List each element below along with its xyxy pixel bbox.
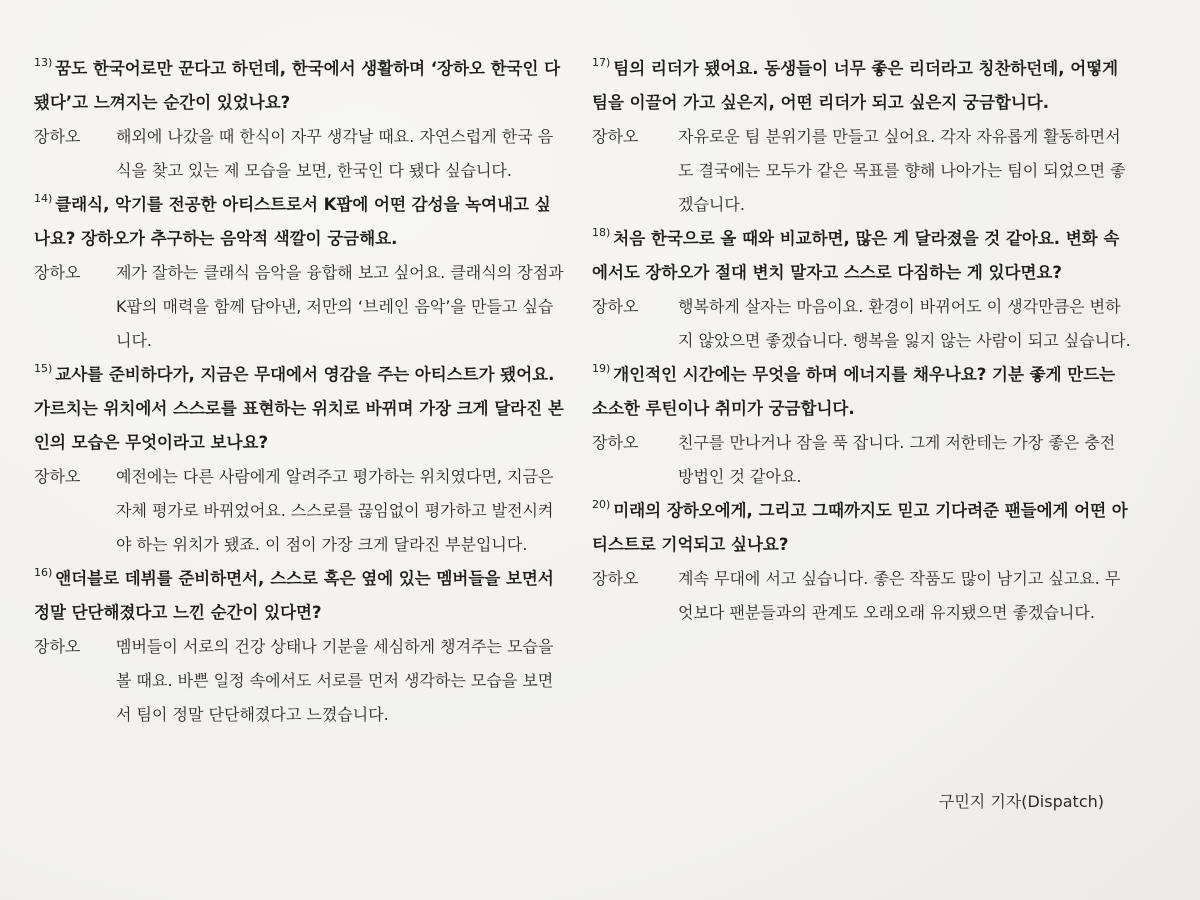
question	[592, 494, 1132, 562]
answer	[592, 426, 1132, 494]
question	[34, 188, 564, 256]
question-number: 16)	[34, 566, 53, 579]
speaker-label: 장하오	[592, 433, 639, 452]
speaker-label: 장하오	[34, 127, 81, 146]
question-text: 꿈도 한국어로만 꾼다고 하던데, 한국에서 생활하며 ‘장하오 한국인 다 됐다’고 느껴지는 순간이 있었나요?	[34, 59, 561, 112]
question-number: 14)	[34, 192, 53, 205]
answer	[34, 460, 564, 562]
byline: 구민지 기자(Dispatch)	[938, 792, 1104, 811]
question-text: 클래식, 악기를 전공한 아티스트로서 K팝에 어떤 감성을 녹여내고 싶나요? 장하오가 추구하는 음악적 색깔이 궁금해요.	[34, 195, 551, 248]
answer-text: 계속 무대에 서고 싶습니다. 좋은 작품도 많이 남기고 싶고요. 무엇보다 팬분들과의 관계도 오래오래 유지됐으면 좋겠습니다.	[678, 569, 1121, 622]
qa-item	[592, 222, 1132, 358]
answer	[592, 290, 1132, 358]
answer-text: 행복하게 살자는 마음이요. 환경이 바뀌어도 이 생각만큼은 변하지 않았으면 좋겠습니다. 행복을 잃지 않는 사람이 되고 싶습니다.	[678, 297, 1131, 350]
question-number: 19)	[592, 362, 611, 375]
speaker-label: 장하오	[34, 637, 81, 656]
qa-item	[34, 52, 564, 188]
answer-text: 자유로운 팀 분위기를 만들고 싶어요. 각자 자유롭게 활동하면서도 결국에는 모두가 같은 목표를 향해 나아가는 팀이 되었으면 좋겠습니다.	[678, 127, 1126, 214]
speaker-label: 장하오	[592, 297, 639, 316]
question-text: 앤더블로 데뷔를 준비하면서, 스스로 혹은 옆에 있는 멤버들을 보면서 정말 단단해졌다고 느낀 순간이 있다면?	[34, 569, 554, 622]
answer-text: 멤버들이 서로의 건강 상태나 기분을 세심하게 챙겨주는 모습을 볼 때요. 바쁜 일정 속에서도 서로를 먼저 생각하는 모습을 보면서 팀이 정말 단단해졌다고 느꼈습니다.	[116, 637, 554, 724]
right-column	[592, 52, 1132, 630]
answer	[34, 630, 564, 732]
question-number: 17)	[592, 56, 611, 69]
question-text: 팀의 리더가 됐어요. 동생들이 너무 좋은 리더라고 칭찬하던데, 어떻게 팀을 이끌어 가고 싶은지, 어떤 리더가 되고 싶은지 궁금합니다.	[592, 59, 1119, 112]
question-number: 20)	[592, 498, 611, 511]
question-text: 개인적인 시간에는 무엇을 하며 에너지를 채우나요? 기분 좋게 만드는 소소한 루틴이나 취미가 궁금합니다.	[592, 365, 1116, 418]
answer-text: 예전에는 다른 사람에게 알려주고 평가하는 위치였다면, 지금은 자체 평가로 바뀌었어요. 스스로를 끊임없이 평가하고 발전시켜야 하는 위치가 됐죠. 이 점이 가장 크게 달라진 부분입니다.	[116, 467, 554, 554]
speaker-label: 장하오	[592, 569, 639, 588]
question-text: 처음 한국으로 올 때와 비교하면, 많은 게 달라졌을 것 같아요. 변화 속에서도 장하오가 절대 변치 말자고 스스로 다짐하는 게 있다면요?	[592, 229, 1120, 282]
answer	[592, 120, 1132, 222]
answer	[592, 562, 1132, 630]
speaker-label: 장하오	[34, 263, 81, 282]
question	[34, 358, 564, 460]
speaker-label: 장하오	[592, 127, 639, 146]
qa-item	[592, 52, 1132, 222]
question	[592, 222, 1132, 290]
answer-text: 해외에 나갔을 때 한식이 자꾸 생각날 때요. 자연스럽게 한국 음식을 찾고 있는 제 모습을 보면, 한국인 다 됐다 싶습니다.	[116, 127, 554, 180]
answer	[34, 120, 564, 188]
qa-item	[34, 562, 564, 732]
left-column	[34, 52, 564, 732]
question-text: 미래의 장하오에게, 그리고 그때까지도 믿고 기다려준 팬들에게 어떤 아티스트로 기억되고 싶나요?	[592, 501, 1128, 554]
speaker-label: 장하오	[34, 467, 81, 486]
answer-text: 제가 잘하는 클래식 음악을 융합해 보고 싶어요. 클래식의 장점과 K팝의 매력을 함께 담아낸, 저만의 ‘브레인 음악’을 만들고 싶습니다.	[116, 263, 564, 350]
question	[592, 52, 1132, 120]
qa-item	[34, 188, 564, 358]
question-number: 18)	[592, 226, 611, 239]
answer-text: 친구를 만나거나 잠을 푹 잡니다. 그게 저한테는 가장 좋은 충전 방법인 것 같아요.	[678, 433, 1116, 486]
question-number: 15)	[34, 362, 53, 375]
qa-item	[592, 358, 1132, 494]
question	[34, 52, 564, 120]
answer	[34, 256, 564, 358]
question-number: 13)	[34, 56, 53, 69]
qa-item	[34, 358, 564, 562]
question	[34, 562, 564, 630]
question	[592, 358, 1132, 426]
qa-item	[592, 494, 1132, 630]
question-text: 교사를 준비하다가, 지금은 무대에서 영감을 주는 아티스트가 됐어요. 가르치는 위치에서 스스로를 표현하는 위치로 바뀌며 가장 크게 달라진 본인의 모습은 무엇이라고 보나요?	[34, 365, 564, 452]
